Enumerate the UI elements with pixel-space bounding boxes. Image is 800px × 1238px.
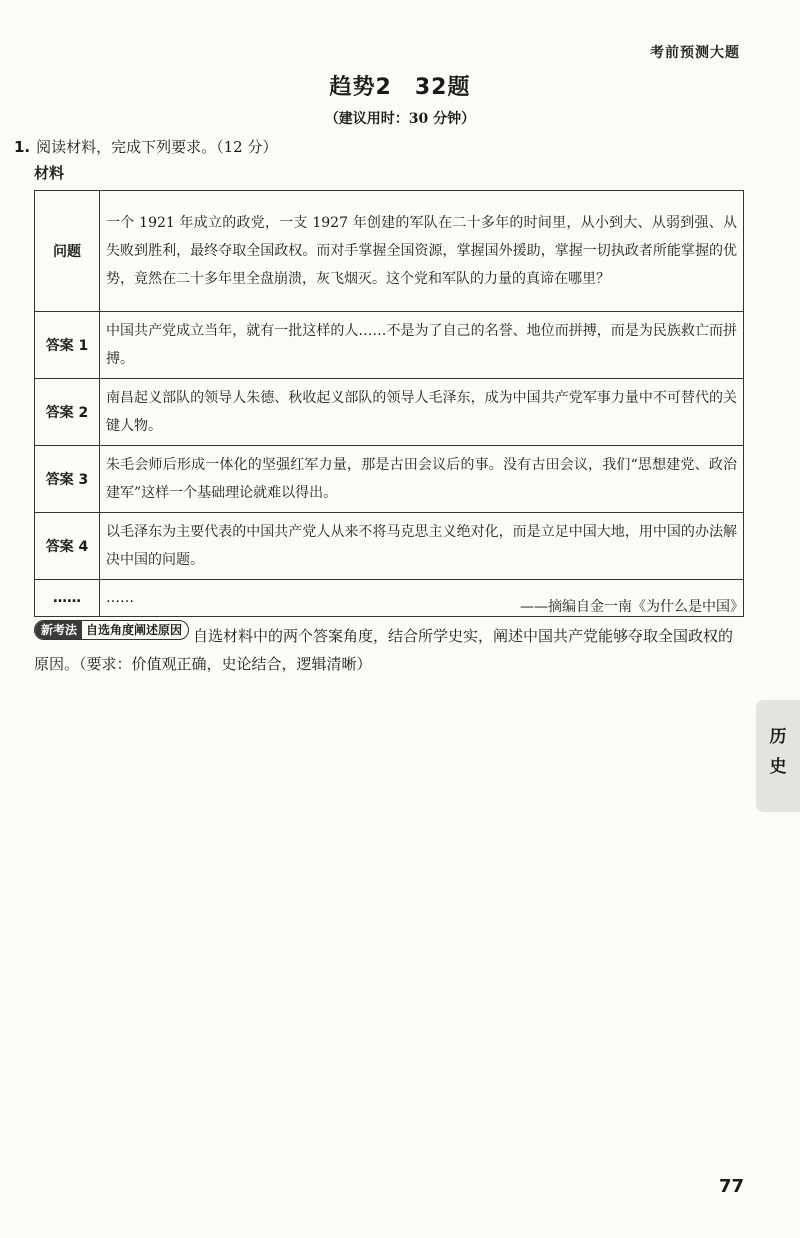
subject-tab-history: [756, 700, 800, 812]
row-label: 答案 1: [35, 312, 100, 379]
section-header: 考前预测大题: [650, 45, 740, 61]
row-label: ……: [35, 580, 100, 617]
question-number: 1.: [14, 138, 31, 156]
table-row: [35, 513, 744, 580]
task-instructions: [34, 620, 746, 678]
row-content: 朱毛会师后形成一体化的坚强红军力量，那是古田会议后的事。没有古田会议，我们“思想建党、政治建军”这样一个基础理论就难以得出。: [100, 446, 744, 513]
row-content: 中国共产党成立当年，就有一批这样的人……不是为了自己的名誉、地位而拼搏，而是为民族救亡而拼搏。: [100, 312, 744, 379]
row-label: 答案 4: [35, 513, 100, 580]
material-label: 材料: [34, 164, 65, 182]
badge-label: 自选角度阐述原因: [86, 623, 183, 637]
subject-tab-char: 史: [769, 757, 787, 777]
table-row: [35, 379, 744, 446]
row-label: 答案 3: [35, 446, 100, 513]
question-prompt: [14, 136, 278, 157]
task-text: 自选材料中的两个答案角度，结合所学史实，阐述中国共产党能够夺取全国政权的原因。（要求：价值观正确，史论结合，逻辑清晰）: [34, 627, 734, 673]
new-format-badge: [34, 620, 189, 640]
question-prompt-text: 阅读材料，完成下列要求。（12 分）: [36, 138, 278, 156]
material-source: ——摘编自金一南《为什么是中国》: [520, 599, 744, 615]
material-table: [34, 190, 744, 617]
row-label: 答案 2: [35, 379, 100, 446]
table-row: [35, 446, 744, 513]
suggested-time: （建议用时：30 分钟）: [324, 111, 476, 127]
table-row: [35, 191, 744, 312]
page-title: 趋势2 32题: [329, 75, 471, 100]
row-content: ……: [100, 580, 744, 617]
row-content: 以毛泽东为主要代表的中国共产党人从来不将马克思主义绝对化，而是立足中国大地，用中国的办法解决中国的问题。: [100, 513, 744, 580]
page-number: 77: [718, 1176, 744, 1197]
row-content: 南昌起义部队的领导人朱德、秋收起义部队的领导人毛泽东，成为中国共产党军事力量中不可替代的关键人物。: [100, 379, 744, 446]
row-content: 一个 1921 年成立的政党，一支 1927 年创建的军队在二十多年的时间里，从小到大、从弱到强、从失败到胜利，最终夺取全国政权。而对手掌握全国资源，掌握国外援助，掌握一切执政者所能掌握的优势，竟然在二十多年里全盘崩溃，灰飞烟灭。这个党和军队的力量的真谛在哪里？: [100, 191, 744, 312]
subject-tab-char: 历: [769, 727, 787, 747]
badge-tag: 新考法: [35, 621, 82, 639]
table-row: [35, 312, 744, 379]
row-label: 问题: [35, 191, 100, 312]
